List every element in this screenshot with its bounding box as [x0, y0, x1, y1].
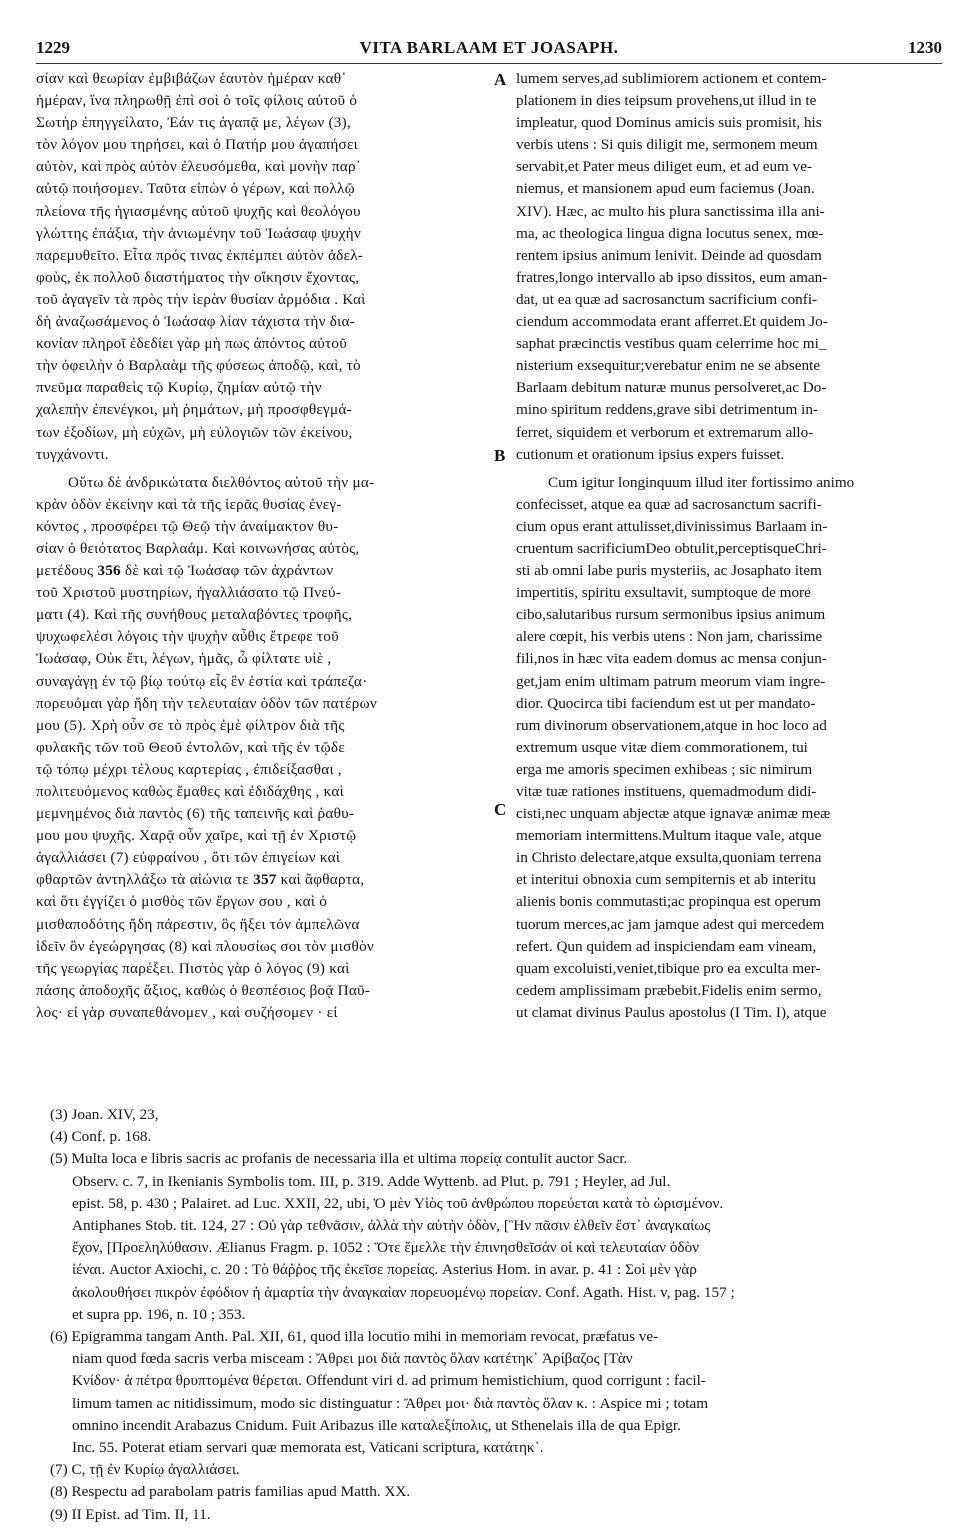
latin-paragraph-1: [516, 68, 942, 466]
latin-text-line: erga me amoris specimen exhibeas ; sic nimirum: [516, 760, 813, 778]
latin-text-line: cisti,nec unquam abjectæ atque ignavæ animæ meæ: [516, 805, 831, 823]
greek-text-line: καὶ ὅτι ἐγγίζει ὁ μισθὸς τῶν ἔργων σου , καὶ ὁ: [36, 893, 328, 911]
latin-text-line: vitæ tuæ rationes instituens, quemadmodum didi-: [516, 783, 817, 800]
footnote-line: limum tamen ac nitidissimum, modo sic distinguatur : Ἄθρει μοι· διὰ παντὸς ὅλαν κ. : Aspice mi ; totam: [72, 1394, 709, 1412]
greek-text-line: μου μου ψυχῆς. Χαρᾷ οὖν χαῖρε, καὶ τῇ ἐν Χριστῷ: [36, 827, 357, 845]
greek-text-line: συναγάγῃ ἐν τῷ βίῳ τούτῳ εἷς ἓν ἑστία καὶ τράπεζα·: [36, 672, 368, 690]
greek-text-line: τοῦ Χριστοῦ μυστηρίων, ἠγαλλιάσατο τῷ Πνεύ-: [36, 584, 342, 602]
latin-text-line: rum divinorum observationem,atque in hoc loco ad: [516, 716, 827, 734]
greek-text-line: φοὺς, ἐκ πολλοῦ διαστήματος τὴν οἴκησιν ἔχοντας,: [36, 268, 360, 286]
latin-text-line: nisterium exsequitur;verebatur enim ne se absente: [516, 357, 821, 375]
left-page-number: 1229: [36, 38, 70, 57]
greek-text-line: Σωτὴρ ἐπηγγείλατο, Ἐάν τις ἀγαπᾷ με, λέγων (3),: [36, 114, 351, 132]
latin-text-line: in Christo delectare,atque exsulta,quoniam terrena: [516, 849, 822, 867]
footnote-line: (6) Epigramma tangam Anth. Pal. XII, 61, quod illa locutio mihi in memoriam revocat, præfatus ve-: [50, 1328, 659, 1346]
greek-text-line: σίαν ὁ θειότατος Βαρλαάμ. Καὶ κοινωνήσας αὐτὸς,: [36, 539, 360, 557]
footnote-line: Antiphanes Stob. tit. 124, 27 : Οὐ γὰρ τεθνᾶσιν, ἀλλὰ τὴν αὐτὴν ὁδὸν, [Ἣν πᾶσιν ἐλθεῖν ἔστ᾽ ἀναγκαίως: [72, 1217, 711, 1235]
greek-paragraph-2: [36, 472, 484, 1024]
latin-text-line: ut clamat divinus Paulus apostolus (I Tim. I), atque: [516, 1003, 827, 1021]
footnote-line: epist. 58, p. 430 ; Palairet. ad Luc. XXII, 22, ubi, Ὁ μὲν Υἱὸς τοῦ ἀνθρώπου πορεύεται κατὰ τὸ ὡρισμένον.: [72, 1194, 724, 1212]
running-title: VITA BARLAAM ET JOASAPH.: [359, 38, 619, 57]
greek-text-line: ψυχωφελέσι λόγοις τὴν ψυχὴν αὖθις ἔτρεφε τοῦ: [36, 628, 339, 646]
greek-text-line: σίαν καὶ θεωρίαν ἐμβιβάζων ἑαυτὸν ἡμέραν καθ᾽: [36, 70, 347, 87]
page-ref-356: 356: [97, 562, 121, 580]
footnote-line: (7) C, τῇ ἐν Κυρίῳ ἀγαλλιάσει.: [50, 1461, 240, 1479]
footnote-line: omnino incendit Arabazus Cnidum. Fuit Aribazus ille καταλεξίπολις, ut Sthenelais illa de qua Epigr.: [72, 1416, 681, 1434]
greek-text-line: μου (5). Χρὴ οὖν σε τὸ πρὸς ἐμὲ φίλτρον διὰ τῆς: [36, 716, 345, 734]
latin-text-line: cibo,salutaribus rursum sermonibus ipsius animum: [516, 606, 826, 624]
footnote-line: ἔχον, [Προεληλύθασιν. Ælianus Fragm. p. 1052 : Ὅτε ἔμελλε τὴν ἐπινησθεῖσάν οἱ καὶ τελευταίαν ὁδὸν: [72, 1239, 700, 1257]
latin-text-line: cium opus erant attulisset,divinissimus Barlaam in-: [516, 517, 828, 535]
latin-text-line: niemus, et mansionem apud eum faciemus (Joan.: [516, 180, 815, 198]
page-ref-357: 357: [253, 871, 277, 889]
latin-text-line: quam excoluisti,veniet,tibique pro ea excultа mer-: [516, 959, 821, 977]
footnote-line: Observ. c. 7, in Ikenianis Symbolis tom. III, p. 319. Adde Wyttenb. ad Plut. p. 791 ; Heyler, ad Jul.: [72, 1172, 671, 1190]
greek-text-line: αὐτῷ ποιήσομεν. Ταῦτα εἰπὼν ὁ γέρων, καὶ πολλῷ: [36, 180, 355, 198]
greek-column: [36, 68, 484, 1024]
latin-text-line: cedem amplissimam præbebit.Fidelis enim sermo,: [516, 981, 822, 999]
latin-text-line: plationem in dies teipsum provehens,ut illud in te: [516, 92, 817, 110]
footnotes: [50, 1104, 942, 1526]
footnote-line: et supra pp. 196, n. 10 ; 353.: [72, 1305, 246, 1323]
footnote-line: niam quod fœda sacris verba misceam : Ἄθρει μοι διὰ παντὸς ὅλαν κατέτηκ᾽ Ἀρίβαζος [Τὰν: [72, 1350, 633, 1368]
greek-text-line: ἰδεῖν ὃν ἐγεώργησας (8) καὶ πλουσίως σοι τὸν μισθὸν: [36, 937, 375, 955]
greek-text-line: Ἰωάσαφ, Οὐκ ἔτι, λέγων, ἡμᾶς, ὦ φίλτατε υἱὲ ,: [36, 650, 332, 668]
latin-text-line: tuorum merces,ac jam jamque adest qui mercedem: [516, 915, 825, 933]
footnote-line: (8) Respectu ad parabolam patris familias apud Matth. XX.: [50, 1483, 411, 1501]
greek-line-page-ref-357: φθαρτῶν ἀντηλλάξω τὰ αἰώνια τε 357 καὶ ἄφθαρτα,: [36, 871, 365, 889]
footnote-line: Inc. 55. Poterat etiam servari quæ memorata est, Vaticani scriptura, κατάτηκ᾽.: [72, 1439, 544, 1457]
greek-text-line: των ἐξοδίων, μὴ εὐχῶν, μὴ εὐλογιῶν τῶν ἐκείνου,: [36, 423, 353, 441]
latin-column: [516, 68, 942, 1024]
header-rule: [36, 63, 942, 64]
latin-text-line: impertitis, spiritu exsultavit, sumptoque de more: [516, 584, 811, 602]
footnote-line: ἰέναι. Auctor Axiochi, c. 20 : Τὸ θάῤῥος τῆς ἐκεῖσε πορείας. Asterius Hom. in avar. p. 41 : Σοὶ μὲν γὰρ: [72, 1261, 697, 1279]
latin-text-line: fili,nos in hæc vita eadem domus ac mensa conjun-: [516, 650, 827, 668]
latin-text-line: saphat præcinctis vestibus quam celerrime hoc mi_: [516, 335, 827, 353]
greek-text-line: παρεμυθεῖτο. Εἶτα πρός τινας ἐκπέμπει αὐτὸν ἀδελ-: [36, 246, 364, 264]
latin-text-line: extremum usque vitæ diem commorationem, tui: [516, 738, 808, 756]
margin-marker-a: A: [494, 70, 507, 89]
greek-text-line: γλώττης ἐπάξια, τὴν ἀνιωμένην τοῦ Ἰωάσαφ ψυχὴν: [36, 224, 361, 242]
greek-text-line: Οὕτω δὲ ἀνδρικώτατα διελθόντος αὐτοῦ τὴν μα-: [68, 473, 375, 491]
right-page-number: 1230: [908, 38, 942, 57]
greek-line-page-ref-356: μετέδους 356 δὲ καὶ τῷ Ἰωάσαφ τῶν ἀχράντων: [36, 562, 334, 580]
greek-text-line: μεμνημένος διὰ παντὸς (6) τῆς ταπεινῆς καὶ ῥαθυ-: [36, 805, 355, 823]
latin-text-line: XIV). Hæc, ac multo his plura sanctissima illa ani-: [516, 202, 825, 220]
greek-text-line: φυλακῆς τῶν τοῦ Θεοῦ ἐντολῶν, καὶ τῆς ἐν τῷδε: [36, 738, 345, 756]
latin-text-line: Barlaam debitum naturæ munus persolveret,ac Do-: [516, 379, 827, 397]
footnote-line: (3) Joan. XIV, 23,: [50, 1106, 159, 1123]
greek-text-line: μισθαποδότης ἤδη πάρεστιν, ὃς ἥξει τόν ἀμπελῶνα: [36, 915, 360, 933]
greek-text-line: τὸν λόγον μου τηρήσει, καὶ ὁ Πατήρ μου ἀγαπήσει: [36, 136, 358, 154]
latin-paragraph-2: [516, 472, 942, 1024]
greek-text-line: χαλεπὴν ἐπενέγκοι, μὴ ῥημάτων, μὴ προσφθεγμά-: [36, 401, 352, 419]
latin-text-line: rentem ipsius animum lenivit. Deinde ad quosdam: [516, 246, 822, 264]
footnote-line: (9) II Epist. ad Tim. II, 11.: [50, 1505, 211, 1523]
latin-text-line: verbis utens : Si quis diligit me, sermonem meum: [516, 136, 818, 154]
latin-text-line: fratres,longo intervallo ab ipso dissitos, eum aman-: [516, 268, 828, 286]
latin-text-line: et interitui obnoxia cum sempiternis et ab interitu: [516, 871, 816, 889]
latin-text-line: ferret, siquidem et verborum et extremarum allo-: [516, 423, 814, 441]
latin-text-line: dior. Quocirca tibi faciendum est ut per mandato-: [516, 694, 816, 712]
page: [28, 28, 942, 1523]
footnote-line: Κνίδον· ἁ πέτρα θρυπτομένα θέρεται. Offendunt viri d. ad primum hemistichium, quod corrigunt : facil-: [72, 1372, 706, 1390]
latin-text-line: impleatur, quod Dominus amicis suis promisit, his: [516, 114, 822, 132]
latin-text-line: servabit,et Pater meus diliget eum, et ad eum ve-: [516, 158, 813, 176]
latin-text-line: sti ab omni labe puris mysteriis, ac Josaphato item: [516, 562, 822, 580]
greek-text-line: αὐτὸν, καὶ πρὸς αὐτὸν ἐλευσόμεθα, καὶ μονὴν παρ᾽: [36, 158, 362, 176]
footnote-line: (5) Multa loca e libris sacris ac profanis de necessaria illa et ultima πορείᾳ contulit auctor Sacr.: [50, 1150, 628, 1168]
latin-text-line: memoriam intermittens.Multum itaque vale, atque: [516, 827, 822, 845]
latin-text-line: cutionum et orationum ipsius expers fuisset.: [516, 445, 785, 463]
latin-text-line: dat, ut ea quæ ad sacrosanctum sacrificium confi-: [516, 290, 818, 308]
greek-text-line: ἀγαλλιάσει (7) εὐφραίνου , ὅτι τῶν ἐπιγείων καὶ: [36, 849, 341, 867]
latin-text-line: ciendum accommodata erant afferret.Et quidem Jo-: [516, 313, 828, 331]
latin-text-line: get,jam enim ultimam patrum meorum viam ingre-: [516, 672, 826, 690]
running-header: [36, 38, 942, 62]
greek-text-line: τυγχάνοντι.: [36, 445, 109, 463]
greek-text-line: δὴ ἀναζωσάμενος ὁ Ἰωάσαφ λίαν τάχιστα τὴν δια-: [36, 313, 356, 331]
latin-text-line: ma, ac theologica lingua digna locutus senex, mœ-: [516, 224, 824, 242]
latin-text-line: alienis bonis commutasti;ac propinqua est operum: [516, 893, 821, 911]
latin-text-line: Cum igitur longinquum illud iter fortissimo animo: [548, 473, 855, 491]
latin-text-line: confecisset, atque ea quæ ad sacrosanctum sacrifi-: [516, 495, 822, 513]
latin-text-line: cruentum sacrificiumDeo obtulit,perceptisqueChri-: [516, 539, 827, 557]
greek-text-line: τὴν ὀφειλὴν ὁ Βαρλαὰμ τῆς φύσεως ἀποδῷ, καὶ, τὸ: [36, 357, 361, 375]
margin-marker-c: C: [494, 800, 507, 819]
greek-text-line: πάσης ἀποδοχῆς ἄξιος, καθὼς ὁ θεσπέσιος βοᾷ Παῦ-: [36, 981, 371, 999]
greek-text-line: τῆς γεωργίας παρέξει. Πιστὸς γὰρ ὁ λόγος (9) καὶ: [36, 959, 350, 977]
greek-text-line: κόντος , προσφέρει τῷ Θεῷ τὴν ἀναίμακτον θυ-: [36, 517, 339, 535]
latin-text-line: mino spiritum reddens,grave sibi detrimentum in-: [516, 401, 819, 419]
greek-text-line: πορευόμαι γὰρ ἤδη τὴν τελευταίαν ὁδὸν τῶν πατέρων: [36, 694, 377, 712]
latin-text-line: refert. Qun quidem ad inspiciendam eam vineam,: [516, 937, 817, 955]
greek-text-line: πολιτευόμενος καθὼς ἔμαθες καὶ ἐδιδάχθης , καὶ: [36, 783, 344, 800]
greek-text-line: πνεῦμα παραθεὶς τῷ Κυρίῳ, ζημίαν αὐτῷ τὴν: [36, 379, 322, 397]
greek-text-line: ἡμέραν, ἵνα πληρωθῇ ἐπὶ σοὶ ὁ τοῖς φίλοις αὐτοῦ ὁ: [36, 92, 358, 110]
footnote-line: ἀκολουθήσει πικρὸν ἐφόδιον ἡ ἁμαρτία τὴν ἀναγκαίαν πορευομένῳ πορείαν. Conf. Agath. Hist. v, pag. 157 ;: [72, 1283, 735, 1301]
greek-text-line: κονίαν πληροῖ ἐδεδίει γὰρ μὴ πως ἀπόντος αὐτοῦ: [36, 335, 347, 353]
footnote-line: (4) Conf. p. 168.: [50, 1128, 152, 1146]
greek-text-line: κρὰν ὁδὸν ἐκείνην καὶ τὰ τῆς ἱερᾶς θυσίας ἐνεγ-: [36, 495, 342, 513]
greek-text-line: λος· εἰ γὰρ συναπεθάνομεν , καὶ συζήσομεν · εἰ: [36, 1003, 338, 1021]
greek-text-line: τοῦ ἀγαγεῖν τὰ πρὸς τὴν ἱερὰν θυσίαν ἁρμόδια . Καὶ: [36, 290, 366, 308]
margin-marker-b: B: [494, 446, 506, 465]
latin-text-line: lumem serves,ad sublimiorem actionem et contem-: [516, 70, 827, 87]
greek-text-line: ματι (4). Καὶ τῆς συνήθους μεταλαβόντες τροφῆς,: [36, 606, 353, 624]
greek-text-line: πλείονα τῆς ἡγιασμένης αὐτοῦ ψυχῆς καὶ θεολόγου: [36, 202, 361, 220]
greek-paragraph-1: [36, 68, 484, 466]
greek-text-line: τῷ τόπῳ μέχρι τέλους καρτερίας , ἐπιδείξασθαι ,: [36, 760, 342, 778]
latin-text-line: alere cœpit, his verbis utens : Non jam, charissime: [516, 628, 823, 646]
